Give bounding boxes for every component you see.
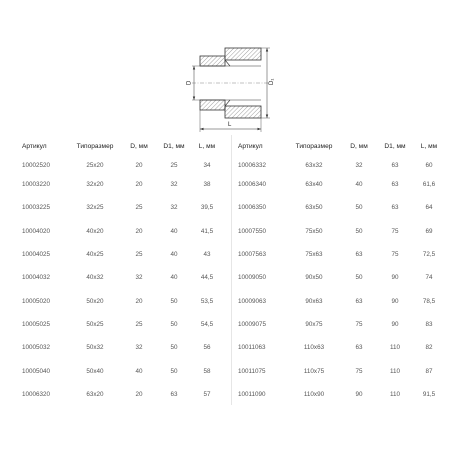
cell-d1: 50 bbox=[170, 297, 178, 305]
cell-l: 64 bbox=[425, 204, 433, 212]
cell-l: 39,5 bbox=[200, 204, 214, 212]
table-row bbox=[238, 196, 444, 219]
cell-l: 82 bbox=[425, 344, 433, 352]
cell-article: 10004032 bbox=[22, 274, 51, 282]
table-row bbox=[238, 336, 444, 359]
col-l: L, мм bbox=[420, 142, 438, 150]
dimension-d1-label: D₁ bbox=[269, 78, 275, 85]
cell-d: 75 bbox=[355, 367, 363, 375]
cell-d1: 63 bbox=[170, 390, 178, 398]
cell-article: 10011075 bbox=[238, 367, 266, 375]
cell-article: 10005020 bbox=[22, 297, 51, 305]
cell-article: 10007563 bbox=[238, 251, 267, 259]
cell-size: 90x63 bbox=[305, 297, 323, 305]
cell-d1: 75 bbox=[391, 227, 399, 235]
table-row bbox=[22, 313, 222, 336]
cell-d: 20 bbox=[135, 297, 143, 305]
cell-size: 90x75 bbox=[305, 320, 323, 328]
cell-d: 63 bbox=[355, 297, 363, 305]
cell-size: 25x20 bbox=[86, 161, 104, 169]
cell-d: 40 bbox=[355, 181, 363, 189]
col-d1: D1, мм bbox=[384, 142, 406, 150]
cell-l: 38 bbox=[203, 181, 211, 189]
cell-article: 10005032 bbox=[22, 344, 51, 352]
cell-d: 25 bbox=[135, 320, 143, 328]
cell-l: 69 bbox=[425, 227, 433, 235]
cell-article: 10003220 bbox=[22, 181, 51, 189]
col-d: D, мм bbox=[130, 142, 148, 150]
cell-d1: 25 bbox=[170, 161, 178, 169]
cell-d: 63 bbox=[355, 344, 363, 352]
cell-size: 32x25 bbox=[86, 204, 104, 212]
cell-l: 60 bbox=[425, 161, 433, 169]
cell-size: 50x32 bbox=[86, 344, 104, 352]
cell-article: 10006320 bbox=[22, 390, 51, 398]
col-article: Артикул bbox=[238, 142, 263, 150]
cell-d: 25 bbox=[135, 251, 143, 259]
spec-table-right bbox=[238, 135, 444, 406]
dimension-d-label: D bbox=[186, 80, 193, 85]
col-size: Типоразмер bbox=[76, 142, 114, 150]
table-row bbox=[22, 220, 222, 243]
table-row bbox=[22, 336, 222, 359]
table-row bbox=[238, 243, 444, 266]
table-header-row bbox=[22, 135, 222, 157]
cell-d1: 40 bbox=[170, 251, 178, 259]
cell-d: 20 bbox=[135, 161, 143, 169]
cell-l: 41,5 bbox=[200, 227, 214, 235]
cell-article: 10006332 bbox=[238, 161, 267, 169]
cell-size: 63x50 bbox=[305, 204, 323, 212]
table-header-row bbox=[238, 135, 444, 157]
table-row bbox=[22, 383, 222, 406]
cell-l: 53,5 bbox=[200, 297, 214, 305]
cell-d1: 32 bbox=[170, 204, 178, 212]
cell-size: 50x25 bbox=[86, 320, 104, 328]
cell-l: 57 bbox=[203, 390, 211, 398]
cell-d: 40 bbox=[135, 367, 143, 375]
cell-d: 50 bbox=[355, 227, 363, 235]
col-article: Артикул bbox=[22, 142, 47, 150]
table-row bbox=[22, 266, 222, 289]
cell-l: 74 bbox=[425, 274, 433, 282]
cell-size: 40x25 bbox=[86, 251, 104, 259]
table-row bbox=[22, 243, 222, 266]
cell-d: 20 bbox=[135, 390, 143, 398]
cell-size: 40x20 bbox=[86, 227, 104, 235]
spec-table-left bbox=[22, 135, 222, 406]
cell-d: 63 bbox=[355, 251, 363, 259]
cell-article: 10004025 bbox=[22, 251, 51, 259]
cell-d: 25 bbox=[135, 204, 143, 212]
cell-article: 10004020 bbox=[22, 227, 51, 235]
cell-d1: 110 bbox=[389, 344, 401, 352]
reducer-coupling-drawing bbox=[178, 40, 278, 140]
cell-d: 20 bbox=[135, 181, 143, 189]
bottom-wall-small bbox=[200, 100, 225, 110]
cell-size: 110x63 bbox=[303, 344, 325, 352]
cell-size: 75x63 bbox=[305, 251, 323, 259]
table-row bbox=[238, 266, 444, 289]
cell-article: 10009050 bbox=[238, 274, 267, 282]
table-divider bbox=[231, 135, 232, 405]
cell-l: 56 bbox=[203, 344, 211, 352]
cell-d: 50 bbox=[355, 204, 363, 212]
cell-d: 32 bbox=[135, 344, 143, 352]
col-size: Типоразмер bbox=[295, 142, 333, 150]
table-row bbox=[238, 220, 444, 243]
table-row bbox=[22, 173, 222, 196]
cell-l: 83 bbox=[425, 320, 433, 328]
table-row bbox=[22, 359, 222, 382]
cell-l: 91,5 bbox=[422, 390, 436, 398]
cell-d1: 50 bbox=[170, 320, 178, 328]
cell-l: 44,5 bbox=[200, 274, 214, 282]
cell-d: 32 bbox=[355, 161, 363, 169]
cell-l: 54,5 bbox=[200, 320, 214, 328]
cell-d1: 50 bbox=[170, 344, 178, 352]
cell-article: 10005040 bbox=[22, 367, 51, 375]
cell-d: 50 bbox=[355, 274, 363, 282]
cell-d1: 32 bbox=[170, 181, 178, 189]
dimension-l-label: L bbox=[228, 122, 232, 128]
cell-size: 50x40 bbox=[86, 367, 104, 375]
table-row bbox=[238, 383, 444, 406]
cell-size: 110x75 bbox=[303, 367, 325, 375]
cell-l: 58 bbox=[203, 367, 211, 375]
reducer-coupling-diagram bbox=[178, 40, 278, 140]
cell-article: 10002520 bbox=[22, 161, 51, 169]
col-d: D, мм bbox=[350, 142, 368, 150]
cell-d: 32 bbox=[135, 274, 143, 282]
cell-article: 10006350 bbox=[238, 204, 267, 212]
cell-article: 10003225 bbox=[22, 204, 51, 212]
cell-article: 10006340 bbox=[238, 181, 267, 189]
cell-l: 87 bbox=[425, 367, 433, 375]
cell-article: 10007550 bbox=[238, 227, 267, 235]
cell-size: 63x20 bbox=[86, 390, 104, 398]
cell-l: 61,6 bbox=[422, 181, 436, 189]
cell-l: 34 bbox=[203, 161, 211, 169]
cell-d1: 40 bbox=[170, 227, 178, 235]
table-row bbox=[238, 359, 444, 382]
table-row bbox=[22, 289, 222, 312]
cell-size: 110x90 bbox=[303, 390, 325, 398]
cell-d1: 75 bbox=[391, 251, 399, 259]
cell-article: 10011063 bbox=[238, 344, 266, 352]
cell-article: 10009075 bbox=[238, 320, 267, 328]
top-wall-small bbox=[200, 56, 225, 66]
cell-d: 20 bbox=[135, 227, 143, 235]
table-row bbox=[238, 173, 444, 196]
cell-size: 40x32 bbox=[86, 274, 104, 282]
cell-d: 75 bbox=[355, 320, 363, 328]
cell-article: 10011090 bbox=[238, 390, 266, 398]
table-row bbox=[238, 157, 444, 173]
cell-size: 75x50 bbox=[305, 227, 323, 235]
table-row bbox=[22, 196, 222, 219]
cell-d1: 50 bbox=[170, 367, 178, 375]
cell-l: 72,5 bbox=[422, 251, 436, 259]
top-wall-large bbox=[225, 48, 261, 60]
cell-d1: 40 bbox=[170, 274, 178, 282]
cell-d1: 90 bbox=[391, 320, 399, 328]
cell-d: 90 bbox=[355, 390, 363, 398]
cell-d1: 90 bbox=[391, 297, 399, 305]
cell-size: 32x20 bbox=[86, 181, 104, 189]
cell-d1: 63 bbox=[391, 161, 399, 169]
col-l: L, мм bbox=[198, 142, 216, 150]
cell-article: 10005025 bbox=[22, 320, 51, 328]
cell-size: 63x40 bbox=[305, 181, 323, 189]
cell-l: 43 bbox=[203, 251, 211, 259]
cell-d1: 63 bbox=[391, 204, 399, 212]
cell-size: 90x50 bbox=[305, 274, 323, 282]
cell-d1: 110 bbox=[389, 367, 401, 375]
col-d1: D1, мм bbox=[163, 142, 185, 150]
cell-size: 63x32 bbox=[305, 161, 323, 169]
table-row bbox=[238, 313, 444, 336]
cell-l: 78,5 bbox=[422, 297, 436, 305]
cell-article: 10009063 bbox=[238, 297, 267, 305]
cell-d1: 63 bbox=[391, 181, 399, 189]
cell-size: 50x20 bbox=[86, 297, 104, 305]
cell-d1: 110 bbox=[389, 390, 401, 398]
cell-d1: 90 bbox=[391, 274, 399, 282]
table-row bbox=[238, 289, 444, 312]
bottom-wall-large bbox=[225, 106, 261, 118]
table-row bbox=[22, 157, 222, 173]
